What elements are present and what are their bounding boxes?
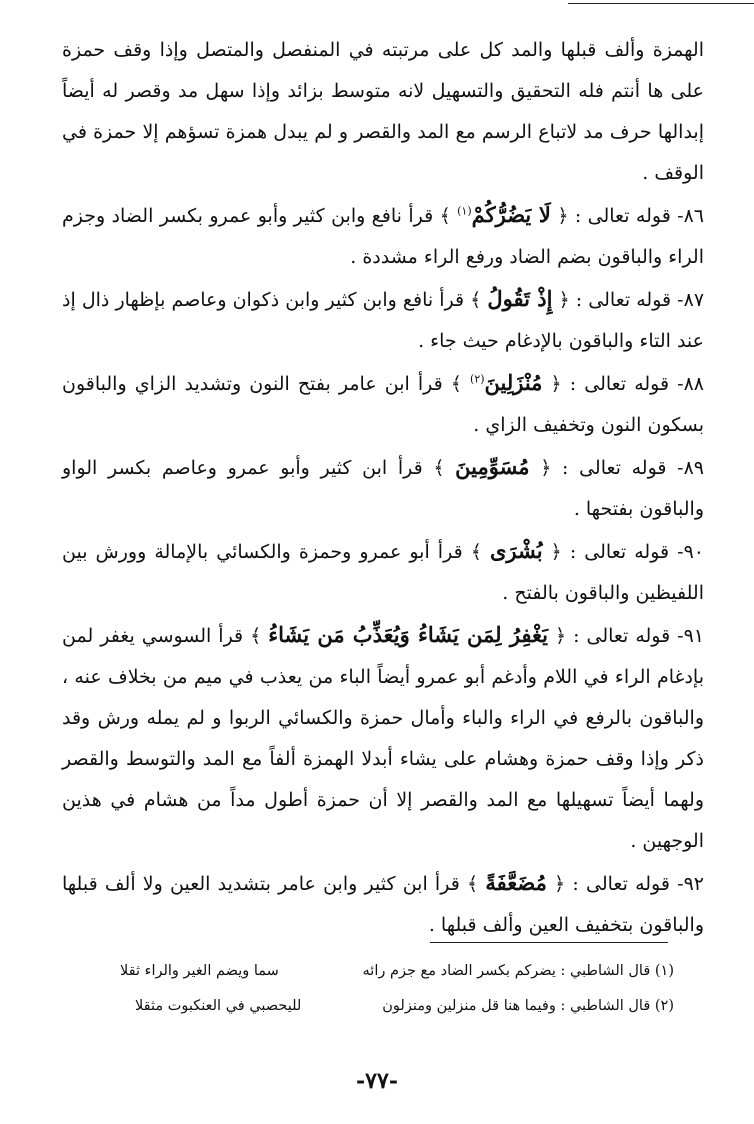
quran-word-89: مُسَوِّمِينَ xyxy=(455,454,530,479)
paragraph-92 xyxy=(62,862,704,946)
top-rule xyxy=(568,3,754,4)
footnote-ref-2: (٢) xyxy=(470,372,485,386)
footnote-ref-1: (١) xyxy=(457,204,472,218)
footnote-1-first-hemistich: (١) قال الشاطبي : يضركم بكسر الضاد مع جزم رائه xyxy=(362,963,674,979)
entry-88-text: ﴾ قرأ ابن عامر بفتح النون وتشديد الزاي والباقون بسكون النون وتخفيف الزاي . xyxy=(62,373,704,436)
main-text xyxy=(62,30,704,946)
entry-87-text: ﴾ قرأ نافع وابن كثير وابن ذكوان وعاصم بإظهار ذال إذ عند التاء والباقون بالإدغام حيث جاء . xyxy=(62,289,704,352)
entry-86-lead: ٨٦- قوله تعالى : ﴿ xyxy=(557,205,705,227)
entry-91-text: ﴾ قرأ السوسي يغفر لمن بإدغام الراء في اللام وأدغم أبو عمرو أيضاً الباء من يعذب في ميم من بخلاف عنه ، والباقون بالرفع في الراء والباء وأمال حمزة والكسائي الربوا و لم يمله ورش وقد ذكر وإذا وقف حمزة وهشام على يشاء أبدلا الهمزة ألفاً مع المد والتوسط والقصر ولهما أيضاً تسهيلها مع المد والقصر إلا أن حمزة أطول مداً من هشام في هذين الوجهين . xyxy=(62,625,704,852)
footnote-separator xyxy=(430,942,668,943)
page-number: -٧٧- xyxy=(356,1068,398,1094)
paragraph-90 xyxy=(62,530,704,614)
entry-92-lead: ٩٢- قوله تعالى : ﴿ xyxy=(554,873,704,895)
quran-word-91: يَغْفِرُ لِمَن يَشَاءُ وَيُعَذِّبُ مَن يَشَاءُ xyxy=(268,622,549,647)
footnote-1-second-hemistich: سما ويضم الغير والراء ثقلا xyxy=(120,963,279,979)
entry-90-lead: ٩٠- قوله تعالى : ﴿ xyxy=(550,541,704,563)
quran-word-87: إِذْ تَقُولُ xyxy=(487,286,553,311)
paragraph-intro: الهمزة وألف قبلها والمد كل على مرتبته في المنفصل والمتصل وإذا وقف حمزة على ها أنتم فله التحقيق والتسهيل لانه متوسط بزائد وإذا سهل مد وقصر له أيضاً إبدالها حرف مد لاتباع الرسم مع المد والقصر و لم يبدل همزة تسؤهم إلا حمزة في الوقف . xyxy=(62,39,704,184)
entry-92-text: ﴾ قرأ ابن كثير وابن عامر بتشديد العين ولا ألف قبلها والباقون بتخفيف العين وألف قبلها . xyxy=(62,873,704,936)
paragraph-87 xyxy=(62,278,704,362)
quran-word-88: مُنْزَلِينَ xyxy=(484,370,543,395)
entry-89-text: ﴾ قرأ ابن كثير وأبو عمرو وعاصم بكسر الواو والباقون بفتحها . xyxy=(62,457,704,520)
paragraph-89 xyxy=(62,446,704,530)
paragraph-86 xyxy=(62,194,704,278)
quran-word-90: بُشْرَى xyxy=(489,538,543,563)
paragraph-91 xyxy=(62,614,704,862)
quran-word-86: لَا يَضُرُّكُمْ xyxy=(471,202,551,227)
entry-86-text: ﴾ قرأ نافع وابن كثير وأبو عمرو بكسر الضاد وجزم الراء والباقون بضم الضاد ورفع الراء مشددة . xyxy=(62,205,704,268)
entry-91-lead: ٩١- قوله تعالى : ﴿ xyxy=(555,625,705,647)
paragraph-88 xyxy=(62,362,704,446)
entry-88-lead: ٨٨- قوله تعالى : ﴿ xyxy=(550,373,704,395)
entry-89-lead: ٨٩- قوله تعالى : ﴿ xyxy=(540,457,705,479)
footnote-2-first-hemistich: (٢) قال الشاطبي : وفيما هنا قل منزلين ومنزلون xyxy=(382,998,674,1014)
entry-90-text: ﴾ قرأ أبو عمرو وحمزة والكسائي بالإمالة وورش بين اللفيظين والباقون بالفتح . xyxy=(62,541,704,604)
quran-word-92: مُضَعَّفَةً xyxy=(485,870,547,895)
entry-87-lead: ٨٧- قوله تعالى : ﴿ xyxy=(558,289,705,311)
footnote-2-second-hemistich: لليحصبي في العنكبوت مثقلا xyxy=(135,998,302,1014)
